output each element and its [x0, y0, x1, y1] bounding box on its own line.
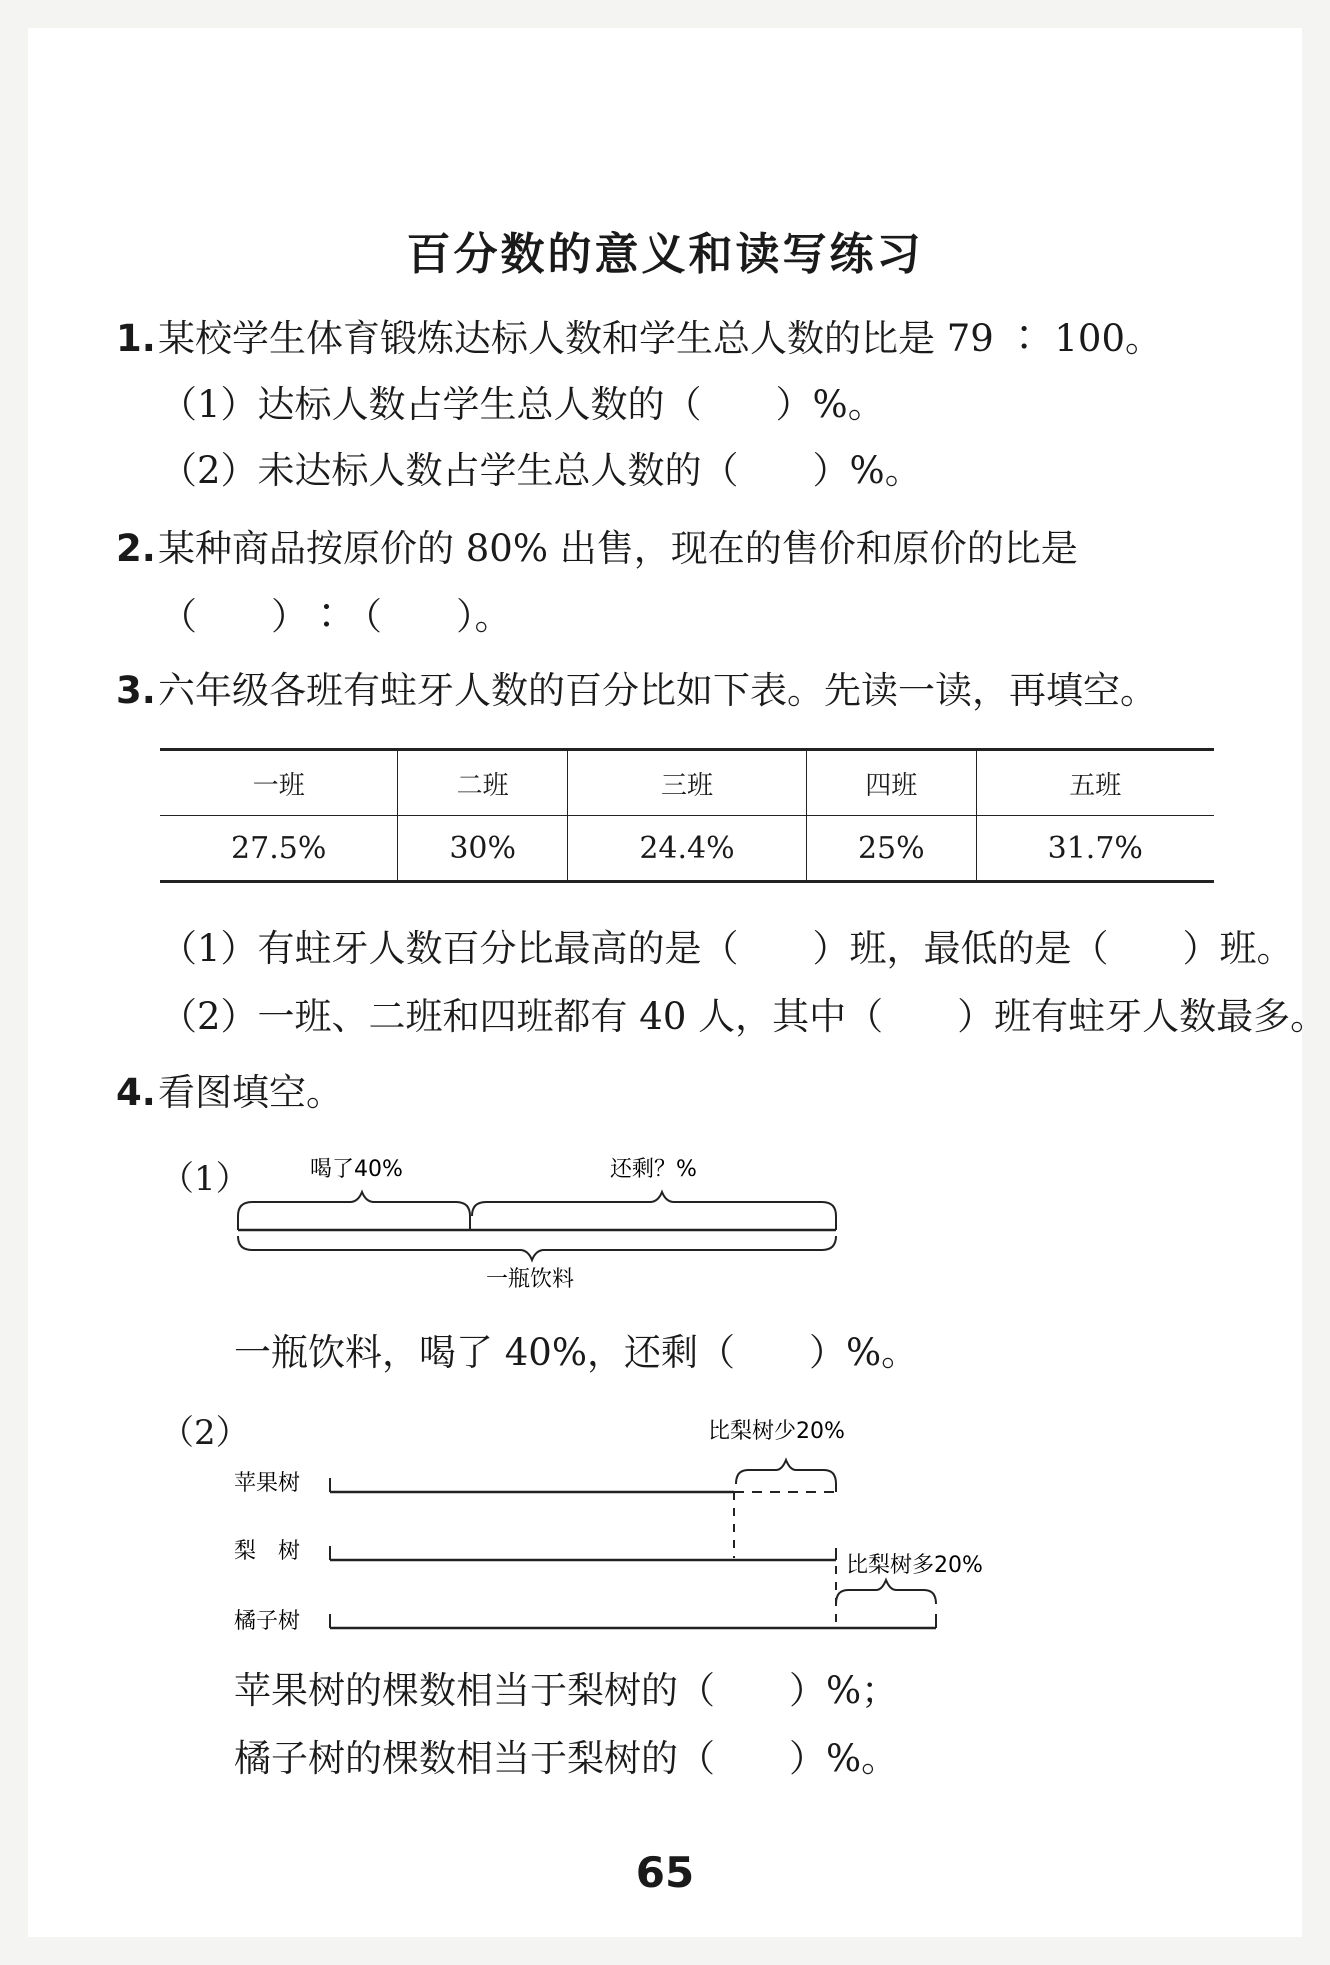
- table-header-cell: 一班: [160, 750, 398, 816]
- drank-label: 喝了40%: [310, 1157, 403, 1182]
- question-4-text: 看图填空。: [158, 1071, 343, 1114]
- part-1-sentence: 一瓶饮料，喝了 40%，还剩（ ）%。: [234, 1331, 919, 1374]
- question-2-answer-line: （ ）∶（ ）。: [160, 595, 512, 638]
- question-1-number: 1.: [116, 317, 156, 360]
- question-4-number: 4.: [116, 1071, 156, 1114]
- cavity-percent-table: [160, 748, 1214, 883]
- drank-brace: [238, 1192, 470, 1216]
- total-label: 一瓶饮料: [486, 1267, 575, 1292]
- remain-label: 还剩？%: [610, 1157, 697, 1182]
- table-cell: 25%: [807, 816, 977, 882]
- part-2-sentence-1: 苹果树的棵数相当于梨树的（ ）%；: [234, 1669, 899, 1712]
- less-brace: [736, 1460, 836, 1484]
- more-label: 比梨树多20%: [846, 1553, 983, 1578]
- table-row: [160, 816, 1214, 882]
- table-header-row: [160, 750, 1214, 816]
- question-3-number: 3.: [116, 669, 156, 712]
- pear-tree-label: 梨 树: [234, 1539, 301, 1564]
- part-1-label: （1）: [160, 1159, 250, 1199]
- more-brace: [836, 1580, 936, 1604]
- question-3-sub-1: （1）有蛀牙人数百分比最高的是（ ）班，最低的是（ ）班。: [160, 927, 1294, 970]
- trees-diagram: [230, 1408, 1030, 1648]
- total-brace: [238, 1236, 836, 1260]
- question-1-sub-2: （2）未达标人数占学生总人数的（ ）%。: [160, 449, 922, 492]
- question-2: [116, 527, 1078, 570]
- table-header-cell: 二班: [398, 750, 568, 816]
- bottle-diagram: [230, 1150, 850, 1300]
- question-3-sub-2: （2）一班、二班和四班都有 40 人，其中（ ）班有蛀牙人数最多。: [160, 995, 1328, 1038]
- apple-tree-label: 苹果树: [234, 1471, 301, 1496]
- table-header-cell: 三班: [567, 750, 806, 816]
- page-number: 65: [635, 1848, 695, 1897]
- page-sheet: [28, 28, 1302, 1937]
- table-cell: 30%: [398, 816, 568, 882]
- part-2-sentence-2: 橘子树的棵数相当于梨树的（ ）%。: [234, 1737, 899, 1780]
- question-3: [116, 669, 1157, 712]
- page-title: 百分数的意义和读写练习: [406, 229, 924, 280]
- question-1-sub-1: （1）达标人数占学生总人数的（ ）%。: [160, 383, 885, 426]
- question-1-text: 某校学生体育锻炼达标人数和学生总人数的比是 79 ∶ 100。: [158, 317, 1162, 360]
- question-2-number: 2.: [116, 527, 156, 570]
- part-2-label: （2）: [160, 1413, 250, 1453]
- orange-tree-label: 橘子树: [234, 1609, 301, 1634]
- question-2-text: 某种商品按原价的 80% 出售，现在的售价和原价的比是: [158, 527, 1078, 570]
- table-header-cell: 五班: [976, 750, 1214, 816]
- table-cell: 31.7%: [976, 816, 1214, 882]
- table-header-cell: 四班: [807, 750, 977, 816]
- question-4: [116, 1071, 343, 1114]
- remain-brace: [472, 1192, 836, 1216]
- question-3-text: 六年级各班有蛀牙人数的百分比如下表。先读一读，再填空。: [158, 669, 1157, 712]
- question-1: [116, 317, 1162, 360]
- table-cell: 27.5%: [160, 816, 398, 882]
- less-label: 比梨树少20%: [708, 1419, 845, 1444]
- table-cell: 24.4%: [567, 816, 806, 882]
